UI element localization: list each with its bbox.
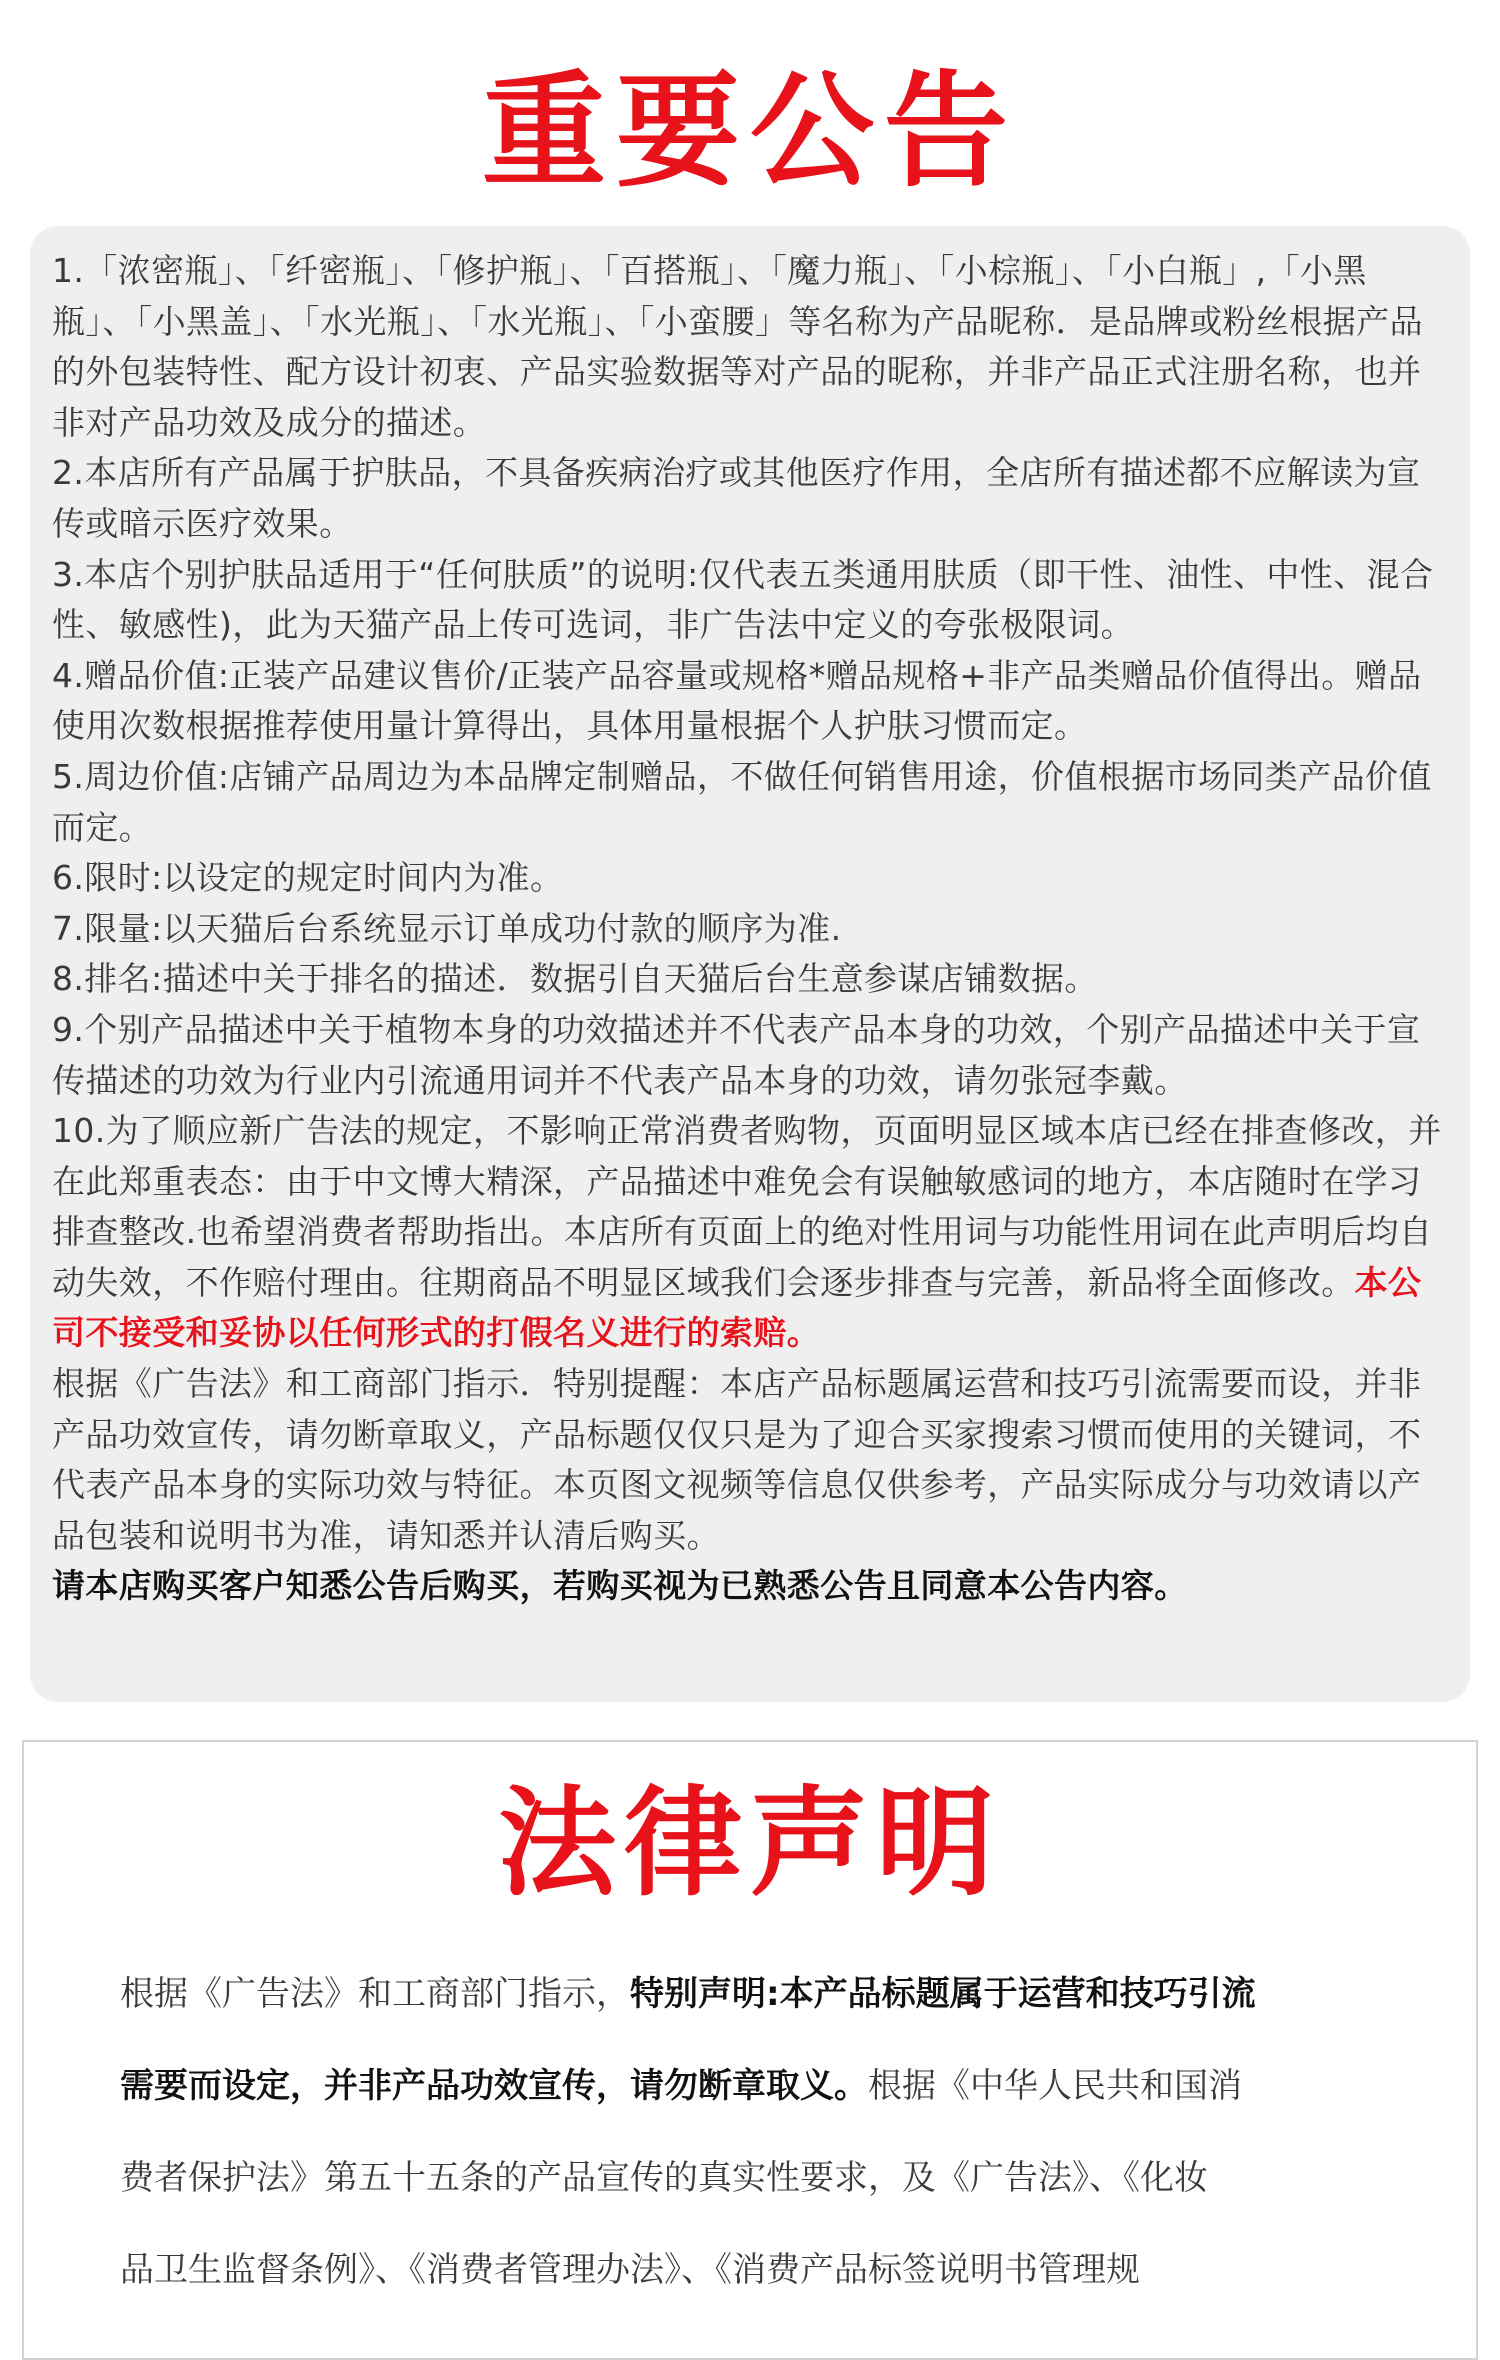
legal-line-1 xyxy=(120,1948,1400,2040)
legal-line-3: 费者保护法》第五十五条的产品宣传的真实性要求，及《广告法》、《化妆 xyxy=(120,2158,1208,2198)
notice-item-10 xyxy=(52,1106,1450,1359)
legal-title: 法律声明 xyxy=(497,1774,1002,1912)
legal-line-2 xyxy=(120,2040,1400,2132)
notice-item-5: 5.周边价值:店铺产品周边为本品牌定制赠品，不做任何销售用途，价值根据市场同类产品价值而定。 xyxy=(52,756,1432,847)
legal-line-2-text: 根据《中华人民共和国消 xyxy=(868,2066,1242,2106)
notice-item-10-text: 10.为了顺应新广告法的规定，不影响正常消费者购物，页面明显区域本店已经在排查修改，并在此郑重表态：由于中文博大精深，产品描述中难免会有误触敏感词的地方，本店随时在学习排查整改.也希望消费者帮助指出。本店所有页面上的绝对性用词与功能性用词在此声明后均自动失效，不作赔付理由。往期商品不明显区域我们会逐步排查与完善，新品将全面修改。 xyxy=(52,1111,1442,1302)
notice-item-1: 1.「浓密瓶」、「纤密瓶」、「修护瓶」、「百搭瓶」、「魔力瓶」、「小棕瓶」、「小白瓶」,「小黑瓶」、「小黑盖」、「水光瓶」、「水光瓶」、「小蛮腰」等名称为产品昵称．是品牌或粉丝根据产品的外包装特性、配方设计初衷、产品实验数据等对产品的昵称，并非产品正式注册名称，也并非对产品功效及成分的描述。 xyxy=(52,251,1423,442)
legal-line-2-bold: 需要而设定，并非产品功效宣传，请勿断章取义。 xyxy=(120,2066,868,2106)
notice-item-3: 3.本店个别护肤品适用于“任何肤质”的说明:仅代表五类通用肤质（即干性、油性、中性、混合性、敏感性)，此为天猫产品上传可选词，非广告法中定义的夸张极限词。 xyxy=(52,554,1434,645)
notice-item-4: 4.赠品价值:正装产品建议售价/正装产品容量或规格*赠品规格+非产品类赠品价值得出。赠品使用次数根据推荐使用量计算得出，具体用量根据个人护肤习惯而定。 xyxy=(52,655,1422,746)
notice-closing: 请本店购买客户知悉公告后购买，若购买视为已熟悉公告且同意本公告内容。 xyxy=(52,1566,1188,1606)
notice-body xyxy=(52,246,1450,1612)
legal-line-1-text: 根据《广告法》和工商部门指示， xyxy=(120,1974,630,2014)
legal-body xyxy=(120,1948,1400,2316)
notice-item-9: 9.个别产品描述中关于植物本身的功效描述并不代表产品本身的功效，个别产品描述中关于宣传描述的功效为行业内引流通用词并不代表产品本身的功效，请勿张冠李戴。 xyxy=(52,1009,1421,1100)
notice-item-7: 7.限量:以天猫后台系统显示订单成功付款的顺序为准. xyxy=(52,908,842,948)
notice-panel xyxy=(30,226,1470,1702)
ad-law-note: 根据《广告法》和工商部门指示．特别提醒：本店产品标题属运营和技巧引流需要而设，并非产品功效宣传，请勿断章取义，产品标题仅仅只是为了迎合买家搜索习惯而使用的关键词，不代表产品本身的实际功效与特征。本页图文视频等信息仅供参考，产品实际成分与功效请以产品包装和说明书为准，请知悉并认清后购买。 xyxy=(52,1364,1422,1555)
legal-line-4: 品卫生监督条例》、《消费者管理办法》、《消费产品标签说明书管理规 xyxy=(120,2250,1140,2290)
notice-item-6: 6.限时:以设定的规定时间内为准。 xyxy=(52,858,564,898)
legal-panel xyxy=(22,1740,1478,2360)
legal-line-1-bold: 特别声明:本产品标题属于运营和技巧引流 xyxy=(630,1974,1256,2014)
notice-item-2: 2.本店所有产品属于护肤品，不具备疾病治疗或其他医疗作用，全店所有描述都不应解读为宣传或暗示医疗效果。 xyxy=(52,453,1421,543)
anti-counterfeit-claim-warning: 本公司不接受和妥协以任何形式的打假名义进行的索赔。 xyxy=(52,1262,1422,1353)
notice-title: 重要公告 xyxy=(481,60,1018,204)
notice-item-8: 8.排名:描述中关于排名的描述．数据引自天猫后台生意参谋店铺数据。 xyxy=(52,959,1098,999)
